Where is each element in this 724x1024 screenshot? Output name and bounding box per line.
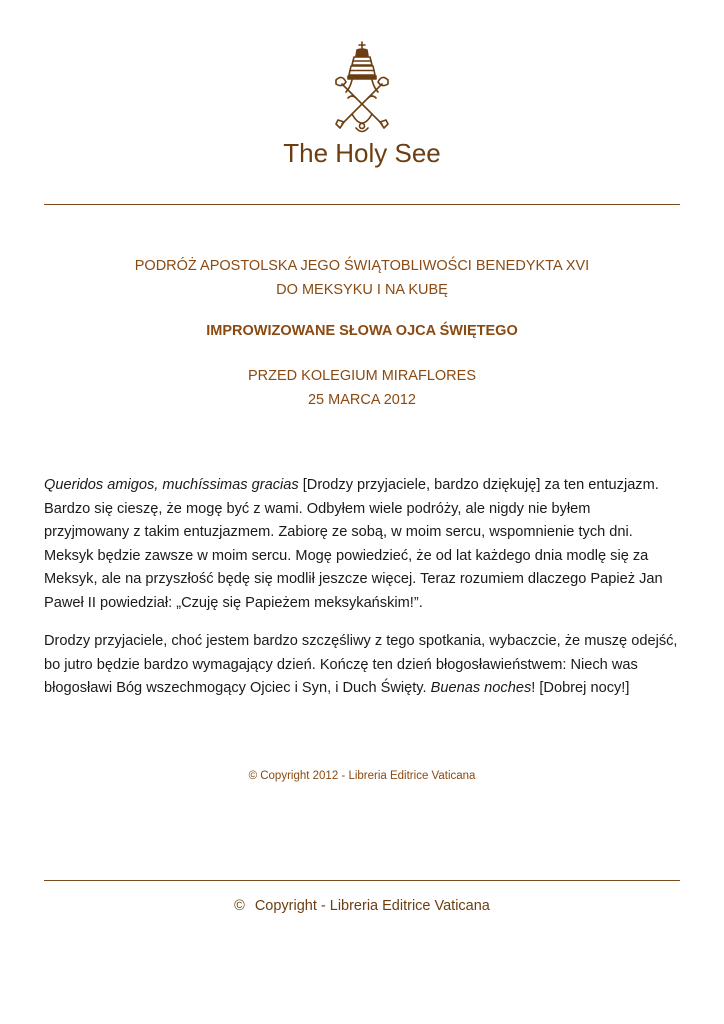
p1-line-1-rest: [Drodzy przyjaciele, bardzo dziękuję] za ten entuzjazm. bbox=[298, 477, 659, 493]
place-heading: PRZED KOLEGIUM MIRAFLORES bbox=[247, 368, 476, 384]
copyright-symbol: © bbox=[234, 898, 245, 914]
paragraph-2 bbox=[44, 630, 684, 701]
footer-copyright-text: Copyright - Libreria Editrice Vaticana bbox=[254, 898, 490, 914]
p1-line-2: Bardzo się cieszę, że mogę być z wami. Odbyłem wiele podróży, ale nigdy nie byłem bbox=[44, 500, 591, 517]
trip-heading-line2: DO MEKSYKU I NA KUBĘ bbox=[276, 282, 448, 298]
p1-line-5: Meksyk, ale na przyszłość będę się modlił jeszcze więcej. Teraz rozumiem dlaczego Papież Jan bbox=[44, 571, 663, 587]
paragraph-1 bbox=[44, 474, 684, 615]
p2-line-3-end: ! [Dobrej nocy!] bbox=[531, 680, 630, 696]
p1-line-3: przyjmowany z takim entuzjazmem. Zabiorę ze sobą, w moim sercu, wspomnienie tych dni. bbox=[44, 524, 633, 540]
place-date-heading bbox=[0, 364, 724, 412]
header-divider bbox=[44, 204, 680, 205]
p1-line-6: Paweł II powiedział: „Czuję się Papieżem meksykańskim!”. bbox=[44, 594, 423, 611]
spanish-greeting: Queridos amigos, muchíssimas gracias bbox=[44, 477, 299, 493]
p2-line-2: bo jutro będzie bardzo wymagający dzień. Kończę ten dzień błogosławieństwem: Niech was bbox=[44, 656, 638, 673]
footer-copyright[interactable] bbox=[0, 898, 724, 914]
p2-line-3 bbox=[44, 677, 684, 701]
p1-line-4: Meksyk będzie zawsze w moim sercu. Mogę powiedzieć, że od lat każdego dnia modlę się za bbox=[44, 547, 649, 564]
copyright-notice: © Copyright 2012 - Libreria Editrice Vaticana bbox=[248, 770, 476, 782]
papal-keys-tiara-emblem-icon bbox=[322, 40, 402, 136]
trip-heading bbox=[0, 254, 724, 302]
trip-heading-line1: PODRÓŻ APOSTOLSKA JEGO ŚWIĄTOBLIWOŚCI BENEDYKTA XVI bbox=[134, 258, 590, 274]
spanish-goodnight: Buenas noches bbox=[430, 680, 532, 696]
site-title[interactable]: The Holy See bbox=[283, 138, 441, 168]
footer-divider bbox=[44, 880, 680, 881]
speech-title: IMPROWIZOWANE SŁOWA OJCA ŚWIĘTEGO bbox=[206, 323, 518, 339]
p2-line-1: Drodzy przyjaciele, choć jestem bardzo szczęśliwy z tego spotkania, wybaczcie, że muszę odejść, bbox=[44, 633, 678, 649]
date-heading: 25 MARCA 2012 bbox=[307, 392, 416, 408]
p2-line-3-start: błogosławi Bóg wszechmogący Ojciec i Syn, i Duch Święty. bbox=[44, 680, 431, 696]
p1-line-1 bbox=[44, 474, 684, 498]
